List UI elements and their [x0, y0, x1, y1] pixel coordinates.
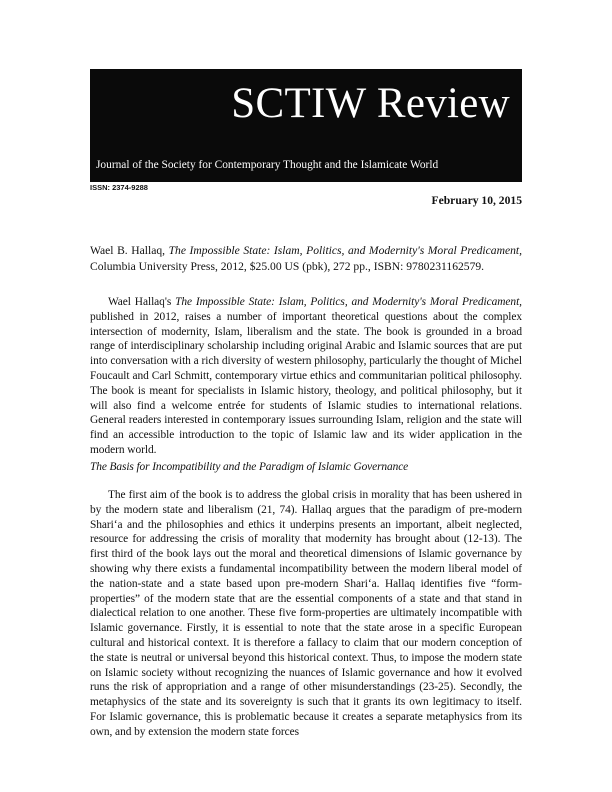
intro-book-title: The Impossible State: Islam, Politics, and Modernity's Moral Predicament, [175, 296, 522, 308]
intro-paragraph [90, 295, 522, 458]
body-paragraph: The first aim of the book is to address the global crisis in morality that has been ushered in by the modern state and liberalism (21, 74). Hallaq argues that the paradigm of pre-modern Shari‘a and the philosophies and ethics it underpins presents an important, albeit neglected, resource for addressing the crisis of morality that modernity has brought about (12-13). The first third of the book lays out the moral and theoretical dimensions of Islamic governance by showing why there exists a fundamental incompatibility between the modern liberal model of the nation-state and a state based upon pre-modern Shari‘a. Hallaq identifies five “form-properties” of the modern state that are the essential components of a state and that stand in dialectical relation to one another. These five form-properties are ultimately incompatible with Islamic governance. Firstly, it is essential to note that the state arose in a specific European cultural and historical context. It is therefore a fallacy to claim that our modern conception of the state is neutral or universal beyond this historical context. Thus, to impose the modern state on Islamic society without recognizing the nuances of Islamic governance and how it evolved runs the risk of appropriation and a range of other misunderstandings (23-25). Secondly, the metaphysics of the state and its sovereignty is such that it grants its own legitimacy to itself. For Islamic governance, this is problematic because it creates a separate metaphysics from its own, and by extension the modern state forces [90, 489, 522, 738]
citation-author: Wael B. Hallaq, [90, 244, 169, 257]
publication-date: February 10, 2015 [431, 194, 522, 207]
citation-book-title: The Impossible State: Islam, Politics, and Modernity's Moral Predicament, [168, 244, 523, 257]
intro-lead: Wael Hallaq's [108, 296, 176, 308]
journal-title: SCTIW Review [231, 80, 510, 127]
book-citation [90, 243, 522, 275]
section-heading: The Basis for Incompatibility and the Paradigm of Islamic Governance [90, 461, 409, 473]
citation-details: Columbia University Press, 2012, $25.00 US (pbk), 272 pp., ISBN: 9780231162579. [90, 260, 485, 273]
intro-text: published in 2012, raises a number of important theoretical questions about the complex intersection of modernity, Islam, liberalism and the state. The book is grounded in a broad range of interdisciplinary scholarship including original Arabic and Islamic sources that are put into conversation with a rich diversity of western philosophy, particularly the thought of Michel Foucault and Carl Schmitt, contemporary virtue ethics and communitarian political philosophy. The book is meant for specialists in Islamic history, theology, and political philosophy, but it will also find a welcome entrée for students of Islamic studies to international relations. General readers interested in contemporary issues surrounding Islam, religion and the state will find an accessible introduction to the topic of Islamic law and its wider application in the modern world. [90, 310, 522, 456]
journal-subtitle: Journal of the Society for Contemporary Thought and the Islamicate World [96, 159, 439, 171]
journal-masthead [90, 69, 522, 182]
issn-number: ISSN: 2374-9288 [90, 183, 148, 192]
